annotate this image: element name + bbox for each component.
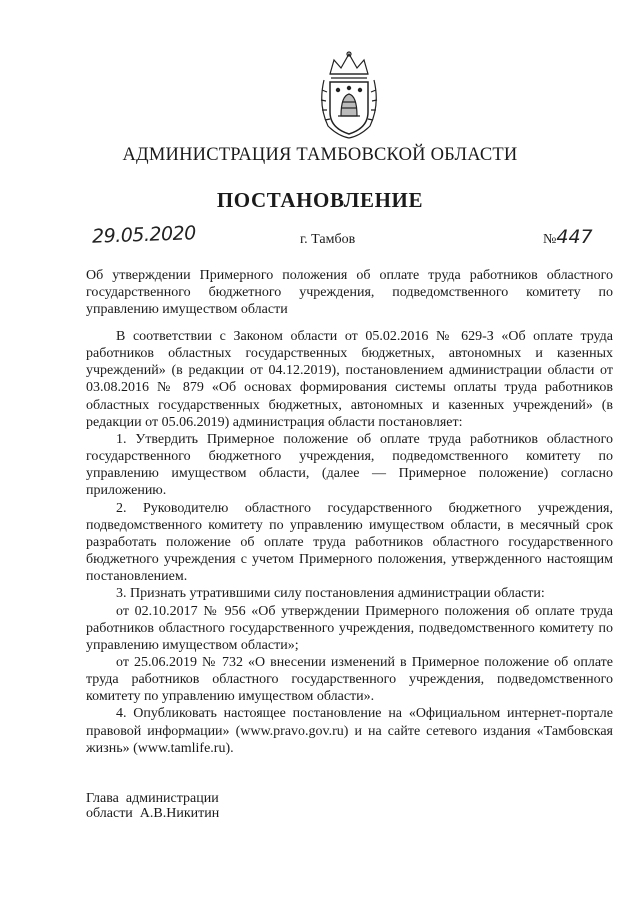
item-4-paragraph: 4. Опубликовать настоящее постановление на «Официальном интернет-портале правовой информации» (www.pravo.gov.ru) и на сайте сетевого издания «Тамбовская жизнь» (www.tamlife.ru). bbox=[86, 706, 613, 756]
document-subject: Об утверждении Примерного положения об оплате труда работников областного государственного бюджетного учреждения, подведомственного комитету по управлению имуществом области bbox=[86, 268, 613, 317]
item-3b-paragraph: от 25.06.2019 № 732 «О внесении изменений в Примерное положение об оплате труда работников областного государственного учреждения, подведомственного комитету по управлению имуществом области». bbox=[86, 654, 613, 705]
document-number bbox=[543, 226, 593, 248]
number-prefix: № bbox=[543, 232, 557, 247]
document-date: 29.05.2020 bbox=[91, 222, 197, 248]
coat-of-arms-icon bbox=[316, 50, 382, 140]
preamble-paragraph: В соответствии с Законом области от 05.02.2016 № 629-З «Об оплате труда работников областных государственных бюджетных, автономных и казенных учреждений» (в редакции от 04.12.2019), постановлением администрации области от 03.08.2016 № 879 «Об основах формирования системы оплаты труда работников областных государственных бюджетных, автономных и казенных учреждений» (в редакции от 05.06.2019) администрация области постановляет: bbox=[86, 329, 613, 430]
number-value: 447 bbox=[556, 226, 593, 248]
document-body bbox=[86, 328, 613, 757]
item-3a-paragraph: от 02.10.2017 № 956 «Об утверждении Примерного положения об оплате труда работников областного государственного учреждения, подведомственного комитету по управлению имуществом области»; bbox=[86, 603, 613, 653]
item-3-paragraph: 3. Признать утратившими силу постановления администрации области: bbox=[116, 586, 545, 602]
document-city: г. Тамбов bbox=[300, 232, 356, 247]
signature-name: области А.В.Никитин bbox=[86, 806, 220, 821]
organization-title: АДМИНИСТРАЦИЯ ТАМБОВСКОЙ ОБЛАСТИ bbox=[122, 145, 518, 165]
signature-title: Глава администрации bbox=[86, 791, 219, 806]
document-type-title: ПОСТАНОВЛЕНИЕ bbox=[216, 188, 424, 212]
item-2-paragraph: 2. Руководителю областного государственного бюджетного учреждения, подведомственного комитету по управлению имуществом области, в месячный срок разработать положение об оплате труда работников областного государственного бюджетного учреждения с учетом Примерного положения, утвержденного настоящим постановлением. bbox=[86, 500, 613, 585]
item-1-paragraph: 1. Утвердить Примерное положение об оплате труда работников областного государственного бюджетного учреждения, подведомственного комитету по управлению имуществом области, (далее — Примерное положение) согласно приложению. bbox=[86, 431, 613, 499]
signature-block bbox=[86, 791, 219, 821]
